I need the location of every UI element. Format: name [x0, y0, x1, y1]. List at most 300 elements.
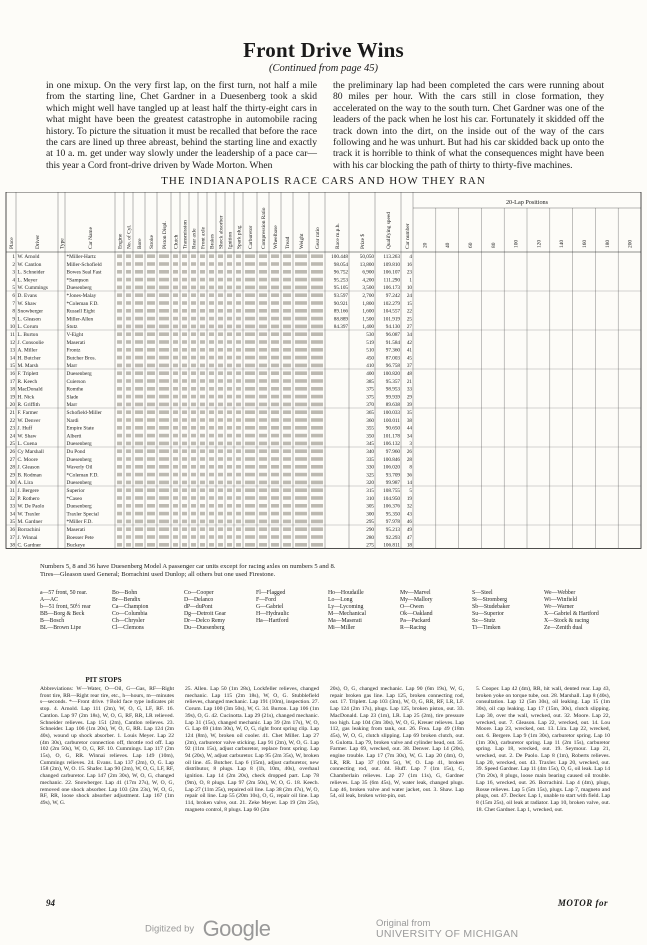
spec-cell — [227, 410, 232, 414]
spec-cell — [126, 488, 131, 492]
spec-cell — [200, 356, 205, 360]
spec-cell — [218, 254, 223, 258]
spec-cell — [135, 387, 143, 391]
car-name-cell: Frontz — [66, 347, 81, 354]
spec-cell — [245, 317, 255, 321]
race-mph-cell: 98.054 — [333, 261, 348, 268]
spec-cell — [135, 317, 143, 321]
spec-cell — [236, 457, 241, 461]
spec-cell — [173, 457, 178, 461]
spec-cell — [126, 317, 131, 321]
spec-cell — [126, 278, 131, 282]
spec-cell — [209, 395, 214, 399]
spec-cell — [135, 403, 143, 407]
spec-cell — [271, 465, 279, 469]
spec-cell — [245, 465, 255, 469]
spec-cell — [126, 442, 131, 446]
spec-cell — [200, 254, 205, 258]
spec-cell — [147, 488, 155, 492]
spec-cell — [173, 496, 178, 500]
spec-cell — [200, 473, 205, 477]
spec-cell — [159, 543, 169, 547]
spec-cell — [159, 488, 169, 492]
spec-cell — [135, 379, 143, 383]
driver-cell: H. Butcher — [17, 355, 41, 362]
spec-cell — [126, 379, 131, 383]
spec-cell — [259, 332, 267, 336]
spec-cell — [295, 332, 307, 336]
spec-cell — [236, 270, 241, 274]
prize-cell: 280 — [366, 534, 374, 541]
spec-cell — [191, 301, 196, 305]
spec-cell — [245, 340, 255, 344]
legend-entry: Dr—Delco Remy — [184, 618, 226, 625]
spec-cell — [182, 426, 187, 430]
spec-cell — [271, 309, 279, 313]
spec-cell — [135, 535, 143, 539]
prize-cell: 1,800 — [362, 300, 374, 307]
spec-cell — [182, 254, 187, 258]
spec-cell — [311, 270, 323, 274]
spec-cell — [173, 262, 178, 266]
prize-cell: 355 — [366, 425, 374, 432]
spec-cell — [117, 254, 122, 258]
spec-cell — [182, 543, 187, 547]
spec-cell — [259, 309, 267, 313]
legend-entry: BL—Brown Lipe — [40, 625, 82, 632]
car-name-cell: Du Pond — [66, 449, 86, 455]
car-number-cell: 48 — [406, 371, 412, 377]
spec-cell — [200, 387, 205, 391]
spec-cell — [227, 309, 232, 313]
spec-cell — [126, 465, 131, 469]
car-name-cell: Schofield-Miller — [66, 410, 102, 416]
magazine-name: MOTOR for — [557, 898, 608, 908]
spec-cell — [147, 340, 155, 344]
spec-cell — [283, 278, 291, 282]
lap-header: 100 — [513, 239, 520, 248]
spec-cell — [159, 410, 169, 414]
spec-cell — [271, 527, 279, 531]
spec-cell — [311, 473, 323, 477]
car-number-cell: 15 — [406, 300, 412, 307]
spec-cell — [126, 535, 131, 539]
spec-cell — [209, 387, 214, 391]
column-header: Type — [59, 238, 66, 249]
lap-header: 80 — [490, 242, 497, 248]
column-header: Carburetor — [248, 225, 254, 249]
place-cell: 18 — [9, 386, 15, 393]
qualifying-speed-cell: 100.011 — [383, 417, 400, 424]
spec-cell — [209, 535, 214, 539]
spec-cell — [311, 371, 323, 375]
spec-cell — [182, 457, 187, 461]
spec-cell — [227, 481, 232, 485]
place-cell: 5 — [12, 285, 15, 292]
spec-cell — [159, 512, 169, 516]
prize-cell: 510 — [366, 347, 374, 354]
legend-entry: Su—Superior — [472, 611, 504, 618]
legend-entry: Ho—Houdaille — [328, 590, 364, 596]
lap-header: 180 — [604, 239, 611, 248]
legend-entry: Ha—Hartford — [256, 618, 289, 625]
spec-cell — [209, 504, 214, 508]
spec-cell — [236, 371, 241, 375]
qualifying-speed-cell: 94.130 — [385, 324, 400, 331]
spec-cell — [159, 278, 169, 282]
car-number-cell: 37 — [406, 363, 412, 370]
spec-cell — [159, 504, 169, 508]
spec-cell — [200, 512, 205, 516]
spec-cell — [191, 457, 196, 461]
spec-cell — [200, 504, 205, 508]
car-number-cell: 19 — [406, 495, 412, 502]
spec-cell — [311, 543, 323, 547]
spec-cell — [126, 496, 131, 500]
car-name-cell: Duesenberg — [66, 371, 92, 377]
spec-cell — [191, 325, 196, 329]
spec-cell — [311, 504, 323, 508]
spec-cell — [191, 379, 196, 383]
spec-cell — [209, 403, 214, 407]
spec-cell — [236, 481, 241, 485]
spec-cell — [227, 535, 232, 539]
spec-cell — [117, 481, 122, 485]
spec-cell — [245, 325, 255, 329]
place-cell: 35 — [9, 519, 15, 526]
spec-cell — [191, 293, 196, 297]
spec-cell — [135, 488, 143, 492]
spec-cell — [227, 278, 232, 282]
place-cell: 7 — [12, 300, 15, 307]
car-name-cell: Stutz — [66, 324, 78, 331]
car-number-cell: 32 — [406, 503, 412, 510]
spec-cell — [311, 387, 323, 391]
spec-cell — [173, 309, 178, 313]
spec-cell — [245, 387, 255, 391]
spec-cell — [147, 426, 155, 430]
spec-cell — [295, 301, 307, 305]
driver-cell: W. Cummings — [17, 285, 48, 292]
spec-cell — [200, 309, 205, 313]
spec-cell — [218, 278, 223, 282]
spec-cell — [159, 332, 169, 336]
place-cell: 6 — [12, 293, 15, 299]
spec-cell — [135, 293, 143, 297]
car-number-cell: 26 — [406, 449, 412, 455]
spec-cell — [159, 527, 169, 531]
spec-cell — [218, 465, 223, 469]
legend-entry: Mv—Marvel — [400, 590, 431, 596]
driver-cell: J. Bergere — [17, 488, 39, 494]
car-number-cell: 29 — [406, 394, 412, 401]
spec-cell — [135, 262, 143, 266]
spec-cell — [271, 332, 279, 336]
place-cell: 33 — [9, 503, 15, 510]
spec-cell — [283, 465, 291, 469]
car-name-cell: Buckeye — [66, 542, 86, 549]
spec-cell — [135, 348, 143, 352]
spec-cell — [209, 317, 214, 321]
column-header: Prize $ — [360, 233, 366, 249]
spec-cell — [227, 442, 232, 446]
spec-cell — [159, 364, 169, 368]
spec-cell — [227, 356, 232, 360]
spec-cell — [200, 293, 205, 297]
column-header: Transmission — [182, 220, 189, 249]
spec-cell — [218, 356, 223, 360]
prize-cell: 450 — [366, 355, 374, 362]
spec-cell — [173, 325, 178, 329]
spec-cell — [173, 442, 178, 446]
spec-cell — [295, 317, 307, 321]
spec-cell — [159, 371, 169, 375]
spec-cell — [236, 286, 241, 290]
driver-cell: L. Burton — [17, 332, 39, 338]
prize-cell: 340 — [366, 449, 374, 455]
spec-cell — [311, 340, 323, 344]
qualifying-speed-cell: 113.263 — [383, 254, 400, 260]
car-number-cell: 44 — [406, 425, 412, 432]
digitized-by-text: Digitized by — [145, 923, 195, 935]
spec-cell — [126, 293, 131, 297]
spec-cell — [209, 512, 214, 516]
car-number-cell: 21 — [406, 378, 412, 385]
spec-cell — [135, 395, 143, 399]
spec-cell — [271, 473, 279, 477]
car-number-cell: 4 — [409, 254, 412, 260]
spec-cell — [209, 286, 214, 290]
spec-cell — [147, 270, 155, 274]
spec-cell — [126, 270, 131, 274]
prize-cell: 330 — [366, 464, 374, 471]
article-title: Front Drive Wins — [243, 38, 404, 62]
legend-entry: St—Stromberg — [472, 597, 507, 604]
spec-cell — [236, 535, 241, 539]
qualifying-speed-cell: 104.557 — [383, 308, 400, 315]
table-notes — [40, 563, 610, 579]
prize-cell: 410 — [366, 363, 374, 370]
legend-entry: F—Ford — [256, 597, 276, 604]
spec-cell — [126, 309, 131, 313]
spec-cell — [173, 449, 178, 453]
spec-cell — [283, 457, 291, 461]
spec-cell — [135, 465, 143, 469]
driver-cell: J. Consoolie — [17, 339, 44, 346]
column-header: No. of Cyl. — [126, 224, 133, 249]
spec-cell — [117, 520, 122, 524]
spec-cell — [135, 473, 143, 477]
prize-cell: 385 — [366, 378, 374, 385]
place-cell: 3 — [12, 269, 15, 276]
spec-cell — [200, 371, 205, 375]
qualifying-speed-cell: 96.758 — [385, 363, 400, 370]
spec-cell — [259, 395, 267, 399]
legend-entry: B—Bosch — [40, 618, 65, 625]
spec-cell — [236, 465, 241, 469]
spec-cell — [173, 317, 178, 321]
legend-entry: Du—Duesenberg — [184, 625, 225, 632]
spec-cell — [236, 418, 241, 422]
spec-cell — [135, 543, 143, 547]
spec-cell — [191, 481, 196, 485]
spec-cell — [209, 520, 214, 524]
spec-cell — [117, 418, 122, 422]
spec-cell — [182, 434, 187, 438]
spec-cell — [283, 473, 291, 477]
column-header: Qualifying speed — [386, 212, 392, 249]
car-number-cell: 22 — [406, 308, 412, 315]
place-cell: 2 — [12, 261, 15, 268]
spec-cell — [236, 543, 241, 547]
spec-cell — [245, 254, 255, 258]
spec-cell — [259, 496, 267, 500]
spec-cell — [236, 356, 241, 360]
prize-cell: 530 — [366, 332, 374, 338]
spec-cell — [117, 504, 122, 508]
spec-cell — [173, 371, 178, 375]
spec-cell — [245, 286, 255, 290]
legend-entry: Ma—Maserati — [328, 618, 362, 625]
spec-cell — [245, 364, 255, 368]
spec-cell — [295, 426, 307, 430]
spec-cell — [191, 449, 196, 453]
spec-cell — [271, 364, 279, 368]
spec-cell — [191, 364, 196, 368]
qualifying-speed-cell: 106.173 — [383, 285, 400, 292]
spec-cell — [259, 317, 267, 321]
spec-cell — [259, 325, 267, 329]
spec-cell — [147, 504, 155, 508]
spec-cell — [147, 356, 155, 360]
spec-cell — [191, 426, 196, 430]
spec-cell — [147, 527, 155, 531]
car-name-cell: Russell Eight — [66, 308, 95, 315]
note-line-2: Tires—Gleason used General; Borrachini used Dunlop; all others but one used Firestone. — [40, 571, 276, 578]
spec-cell — [147, 473, 155, 477]
spec-cell — [311, 442, 323, 446]
spec-cell — [126, 410, 131, 414]
spec-cell — [295, 535, 307, 539]
spec-cell — [218, 270, 223, 274]
spec-cell — [311, 535, 323, 539]
spec-cell — [271, 387, 279, 391]
spec-cell — [147, 317, 155, 321]
driver-cell: J. Winnai — [17, 534, 38, 541]
spec-cell — [218, 527, 223, 531]
driver-cell: MacDonald — [17, 386, 43, 393]
spec-cell — [271, 488, 279, 492]
spec-cell — [159, 442, 169, 446]
spec-cell — [271, 356, 279, 360]
car-number-cell: 14 — [406, 480, 412, 487]
legend-entry: We—Webber — [544, 590, 576, 596]
car-name-cell: Duesenberg — [66, 456, 92, 463]
spec-cell — [126, 527, 131, 531]
prize-cell: 290 — [366, 527, 374, 533]
car-name-cell: Duesenberg — [66, 441, 92, 448]
spec-cell — [126, 434, 131, 438]
spec-cell — [126, 325, 131, 329]
spec-cell — [135, 325, 143, 329]
spec-cell — [182, 262, 187, 266]
spec-cell — [135, 426, 143, 430]
spec-cell — [135, 442, 143, 446]
spec-cell — [283, 418, 291, 422]
spec-cell — [236, 473, 241, 477]
spec-cell — [259, 293, 267, 297]
spec-cell — [126, 449, 131, 453]
qualifying-speed-cell: 96.087 — [385, 332, 400, 338]
legend-entry: Br—Bendix — [112, 597, 141, 604]
car-number-cell: 43 — [406, 511, 412, 518]
spec-cell — [173, 504, 178, 508]
spec-cell — [227, 543, 232, 547]
spec-cell — [259, 434, 267, 438]
column-header: Place — [9, 237, 15, 249]
spec-cell — [117, 356, 122, 360]
spec-cell — [173, 403, 178, 407]
spec-cell — [200, 262, 205, 266]
spec-cell — [271, 262, 279, 266]
column-header: Race m.p.h. — [335, 223, 341, 249]
spec-cell — [295, 442, 307, 446]
legend-entry: Fl—Flagged — [256, 590, 286, 596]
spec-cell — [311, 449, 323, 453]
spec-cell — [191, 473, 196, 477]
spec-cell — [245, 410, 255, 414]
spec-cell — [311, 403, 323, 407]
spec-cell — [117, 442, 122, 446]
spec-cell — [259, 286, 267, 290]
driver-cell: Cy Marshall — [17, 449, 44, 455]
qualifying-speed-cell: 109.810 — [383, 261, 400, 268]
spec-cell — [147, 410, 155, 414]
spec-cell — [117, 371, 122, 375]
spec-cell — [182, 317, 187, 321]
spec-cell — [126, 262, 131, 266]
legend-entry: Ti—Timken — [472, 625, 501, 632]
spec-cell — [311, 434, 323, 438]
race-table-svg — [0, 192, 647, 562]
spec-cell — [191, 371, 196, 375]
spec-cell — [117, 457, 122, 461]
place-cell: 12 — [9, 339, 15, 346]
spec-cell — [135, 481, 143, 485]
spec-cell — [117, 325, 122, 329]
car-name-cell: Boesser Pete — [66, 534, 94, 541]
spec-cell — [227, 473, 232, 477]
spec-cell — [191, 286, 196, 290]
spec-cell — [191, 535, 196, 539]
legend-entry: Co—Cooper — [184, 590, 214, 596]
spec-cell — [209, 293, 214, 297]
spec-cell — [227, 488, 232, 492]
car-name-cell: Slade — [66, 394, 79, 401]
spec-cell — [173, 286, 178, 290]
spec-cell — [135, 332, 143, 336]
spec-cell — [227, 418, 232, 422]
spec-cell — [182, 496, 187, 500]
lap-header: 60 — [468, 242, 474, 248]
driver-cell: J. Huff — [17, 425, 33, 432]
library-credit — [376, 918, 518, 940]
prize-cell: 3,500 — [362, 285, 374, 292]
spec-cell — [311, 325, 323, 329]
column-header: Engine — [117, 233, 124, 249]
spec-cell — [147, 293, 155, 297]
spec-cell — [209, 364, 214, 368]
